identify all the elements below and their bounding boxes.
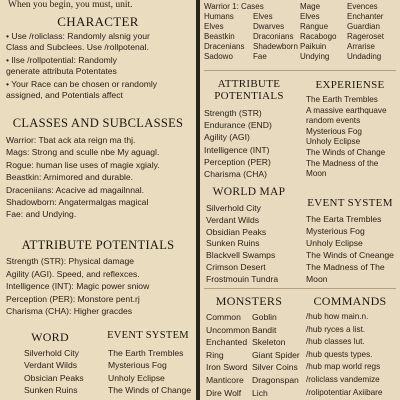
monsters-heading: MONSTERS [215,294,283,308]
event-system-heading: EVENT SYSTEM [107,330,189,341]
event-system-heading-right: EVENT SYSTEM [307,197,393,209]
event-item: The Earta Trembles [306,214,382,224]
monster-cell: Ring [206,349,224,360]
grid-cell: Undading [347,52,382,61]
grid-row [204,12,394,22]
grid-cell: Racabogo [300,32,337,41]
monster-cell: Lich [252,387,268,398]
divider-rule [204,70,396,71]
grid-row [204,2,394,12]
world-item: Silverhold City [24,348,79,358]
class-race-grid [204,2,394,62]
monster-row [206,361,300,374]
map-region: Crimson Desert [206,261,266,272]
command-item: /hub quests types. [306,349,373,359]
experience-heading: EXPERIENSE [315,79,385,91]
grid-cell: Warrior 1: Cases [204,2,264,11]
grid-cell: Dracenians [204,42,245,51]
command-item: /roliclass vandemize [306,374,380,384]
class-line: Draceniians: Acacive ad magailnnal. [6,184,145,195]
character-line: • Use /roliclass: Randomly alsnig your [6,31,150,41]
attributes-section [6,255,149,318]
grid-cell: Enchanter [347,12,384,21]
attribute-line: Intelligence (INT): Magic power sniow [6,281,150,292]
character-line: generate attributa Potentates [6,65,117,76]
map-region: Sunken Ruins [206,238,260,249]
monster-cell: Common [206,312,241,322]
monster-cell: Dragonspan [252,374,299,385]
event-item: The Earth Trembles [108,348,184,358]
experience-item: A massive earthquave [306,105,387,115]
event-item: Unholy Eclipse [306,238,363,248]
attribute-line: Charisma (CHA): Higher gracdes [6,306,133,317]
monster-row [206,349,300,362]
attribute-item: Intelligence (INT) [204,144,270,155]
attributes-heading-right: ATTRIBUTE POTENTIALS [214,78,284,102]
left-column [0,0,196,400]
grid-cell: Fae [253,52,267,61]
command-item: /rolipotentiar Axiibare [306,387,383,397]
experience-item: Mysterious Fog [306,126,362,136]
command-item: /hub map world regs [306,362,381,372]
character-heading: CHARACTER [57,14,139,29]
map-region: Blackvell Swamps [206,250,276,261]
map-region: Obsidian Peaks [206,226,267,237]
monster-row [206,324,300,337]
grid-cell: Mage [300,2,321,11]
character-line: assigned, and Potentials affect [6,89,123,100]
attribute-item: Agility (AGI) [204,132,250,143]
event-item: Mysterious Fog [108,360,167,371]
monster-cell: Iron Sword [206,362,248,373]
monster-row [206,374,300,387]
experience-item: The Winds of Change [306,147,386,157]
experience-item: Unholy Eclipse [306,137,361,147]
classes-section [6,134,160,221]
experience-item: The Earth Trembles [306,95,378,104]
attribute-item: Perception (PER) [204,156,271,167]
attribute-line: Strength (STR): Physical damage [6,256,135,266]
world-item: Verdant Wilds [24,360,78,371]
event-list [108,347,191,397]
map-region: Silverhold City [206,203,261,213]
monster-cell: Manticore [206,374,244,385]
grid-cell: Dwarves [253,22,285,31]
world-item: Sunken Ruins [24,385,78,396]
event-item: The Madness of The [306,262,385,272]
attribute-item: Strength (STR) [204,108,262,118]
world-item: Obsician Peaks [24,372,84,383]
command-item: /hub classes lut. [306,337,365,347]
grid-cell: Rangue [300,22,329,31]
grid-row [204,42,394,52]
grid-cell: Rageroset [347,32,384,41]
command-item: /hub how main.n. [306,312,369,321]
monster-table [206,311,300,399]
character-section [6,31,157,101]
event-item: The Winds of Cneange [306,250,394,260]
world-map-heading: WORLD MAP [212,186,286,198]
class-line: Warrior: Tbat ack ata reign ma thj. [6,135,136,145]
character-line: • Ilse /rollpotential: Randomly [6,55,117,66]
map-region: Verdant Wilds [206,214,260,225]
grid-cell: Guardian [347,22,380,31]
class-line: Beastkin: Arnimored and durable. [6,172,134,183]
monster-row [206,336,300,349]
monster-row [206,387,300,400]
event-item: The Winds of Change [108,385,192,396]
grid-cell: Beastkin [204,32,235,41]
world-map-list [206,203,278,286]
class-line: Mags: Strong and sculle nbe My aguagl. [6,147,160,158]
event-item: Mysterious Fog [306,226,365,236]
attribute-item: Charisma (CHA) [204,169,268,180]
experience-item: random events [306,116,361,126]
grid-cell: Humans [204,12,234,21]
character-line: Class and Subclees. Use /rollpotenal. [6,41,149,52]
experience-list [306,95,387,180]
grid-cell: Elves [253,12,273,21]
grid-cell: Elves [204,22,224,31]
monster-row [206,311,300,324]
monster-cell: Dire Wolf [206,387,242,398]
map-region: Frostmouin Tundra [206,273,279,284]
commands-heading: COMMANDS [313,294,387,308]
monster-cell: Silver Coins [252,362,298,373]
grid-cell: Paikuin [300,42,327,51]
commands-list [306,311,382,399]
experience-item: Moon [306,169,327,179]
divider-rule [204,288,396,289]
class-line: Shadowborn: Angatermalgas magical [6,197,149,208]
attributes-list-right [204,107,272,180]
grid-cell: Elves [300,12,320,21]
character-line: • Your Race can be chosen or randomly [6,79,158,90]
monster-cell: Uncommon [206,324,250,335]
monster-cell: Skeleton [252,337,286,348]
monster-cell: Goblin [252,312,277,322]
class-line: Rogue: human lise uses of magie xgialy. [6,159,160,170]
attribute-line: Perception (PER): Monstore pent.rj [6,293,140,304]
grid-cell: Shadewborn [253,42,298,51]
grid-cell: Evences [347,2,378,11]
event-system-list [306,213,394,285]
grid-cell: Arrarise [347,42,376,51]
intro-text: When you begin, you must, unit. [8,0,133,10]
command-item: /hub ryces a list. [306,324,366,334]
grid-row [204,22,394,32]
grid-cell: Undying [300,52,330,61]
grid-row [204,52,394,62]
attribute-line: Agility (AGI). Speed, and reflexces. [6,268,140,279]
right-column [200,0,400,400]
class-line: Fae: and Undying. [6,209,77,220]
grid-row [204,32,394,42]
grid-cell: Sadowo [204,52,233,61]
world-heading: WORD [31,330,69,344]
event-item: Moon [306,274,328,284]
monster-cell: Enchanted [206,337,248,348]
event-item: Unholy Eclipse [108,372,165,383]
world-list [24,347,84,397]
grid-cell: Draconians [253,32,294,41]
monster-cell: Bandit [252,324,277,335]
monster-cell: Giant Spider [252,349,300,360]
classes-heading: CLASSES AND SUBCLASSES [12,116,184,130]
attribute-item: Endurance (END) [204,120,272,131]
attributes-heading: ATTRIBUTE POTENTIALS [21,238,175,252]
experience-item: The Madness of the [306,158,379,168]
